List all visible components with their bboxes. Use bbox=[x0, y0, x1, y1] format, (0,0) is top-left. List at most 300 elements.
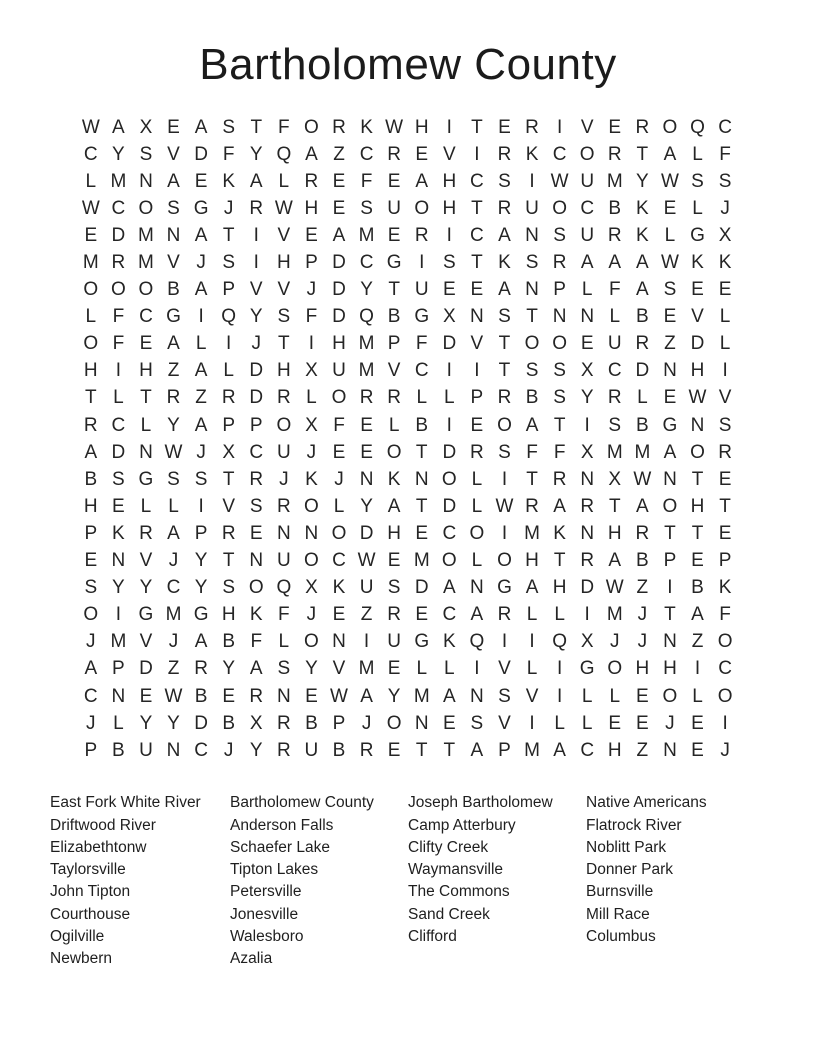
grid-cell-letter: Z bbox=[636, 739, 649, 761]
grid-cell-letter: J bbox=[637, 631, 648, 653]
grid-cell-letter: Y bbox=[194, 550, 208, 572]
grid-cell-letter: L bbox=[388, 414, 400, 436]
grid-cell-letter: J bbox=[251, 333, 261, 355]
grid-cell-letter: O bbox=[138, 279, 154, 301]
grid-cell-letter: E bbox=[442, 712, 456, 734]
grid-cell-letter: C bbox=[83, 143, 98, 165]
grid-cell-letter: C bbox=[470, 170, 484, 192]
grid-cell-letter: L bbox=[554, 712, 565, 734]
grid-cell-letter: B bbox=[608, 197, 622, 219]
grid-cell-letter: A bbox=[636, 495, 649, 517]
grid-cell-letter: D bbox=[442, 441, 457, 463]
word-search-grid bbox=[77, 114, 739, 764]
grid-cell-letter: O bbox=[717, 631, 733, 653]
grid-cell-letter: Q bbox=[221, 306, 237, 328]
grid-cell-letter: E bbox=[332, 170, 346, 192]
grid-cell-letter: N bbox=[663, 631, 677, 653]
grid-cell-letter: V bbox=[277, 224, 291, 246]
grid-cell-letter: R bbox=[221, 522, 236, 544]
grid-cell-letter: I bbox=[529, 712, 535, 734]
grid-cell-letter: M bbox=[413, 550, 430, 572]
grid-cell-letter: K bbox=[553, 522, 566, 544]
grid-cell-letter: T bbox=[471, 116, 483, 138]
grid-row bbox=[77, 385, 739, 412]
grid-cell-letter: J bbox=[334, 468, 344, 490]
grid-cell-letter: N bbox=[359, 468, 374, 490]
grid-cell-letter: B bbox=[636, 550, 649, 572]
grid-cell-letter: S bbox=[718, 414, 732, 436]
grid-cell-letter: E bbox=[332, 441, 346, 463]
grid-cell-letter: Y bbox=[139, 577, 153, 599]
grid-cell-letter: A bbox=[194, 360, 208, 382]
grid-cell-letter: O bbox=[83, 333, 99, 355]
grid-cell-letter: G bbox=[662, 414, 678, 436]
grid-cell-letter: N bbox=[470, 685, 484, 707]
grid-cell-letter: A bbox=[608, 252, 622, 274]
grid-cell-letter: R bbox=[525, 495, 539, 517]
grid-cell-letter: P bbox=[553, 279, 566, 301]
grid-cell-letter: U bbox=[607, 333, 622, 355]
grid-cell-letter: C bbox=[414, 360, 429, 382]
grid-cell-letter: K bbox=[249, 604, 263, 626]
grid-cell-letter: L bbox=[444, 658, 455, 680]
grid-cell-letter: Y bbox=[167, 414, 180, 436]
grid-cell-letter: W bbox=[633, 468, 652, 490]
grid-cell-letter: U bbox=[276, 441, 291, 463]
grid-cell-letter: S bbox=[139, 143, 153, 165]
grid-cell-letter: O bbox=[552, 197, 567, 219]
word-list-item: Jonesville bbox=[230, 905, 299, 923]
grid-cell-letter: R bbox=[276, 495, 291, 517]
grid-cell-letter: A bbox=[249, 658, 263, 680]
grid-cell-letter: A bbox=[167, 170, 180, 192]
word-list-item: Donner Park bbox=[586, 861, 674, 879]
grid-cell-letter: O bbox=[304, 631, 319, 653]
grid-cell-letter: R bbox=[552, 252, 567, 274]
grid-cell-letter: F bbox=[719, 143, 731, 165]
grid-cell-letter: Y bbox=[580, 387, 594, 409]
grid-cell-letter: J bbox=[361, 712, 372, 734]
grid-cell-letter: S bbox=[525, 360, 539, 382]
grid-cell-letter: R bbox=[249, 685, 264, 707]
grid-cell-letter: A bbox=[553, 739, 566, 761]
word-list-item: Walesboro bbox=[230, 928, 304, 946]
grid-cell-letter: Q bbox=[276, 143, 292, 165]
grid-cell-letter: W bbox=[385, 116, 404, 138]
grid-cell-letter: M bbox=[606, 441, 623, 463]
grid-cell-letter: M bbox=[358, 333, 375, 355]
grid-cell-letter: O bbox=[83, 279, 99, 301]
grid-cell-letter: I bbox=[198, 495, 204, 517]
grid-cell-letter: E bbox=[442, 279, 456, 301]
grid-row bbox=[77, 195, 739, 222]
grid-cell-letter: L bbox=[526, 604, 538, 626]
grid-cell-letter: Y bbox=[139, 712, 153, 734]
grid-cell-letter: U bbox=[359, 577, 374, 599]
grid-cell-letter: O bbox=[138, 197, 154, 219]
grid-cell-letter: X bbox=[580, 631, 594, 653]
grid-cell-letter: I bbox=[446, 360, 452, 382]
grid-cell-letter: L bbox=[664, 224, 676, 246]
grid-cell-letter: E bbox=[608, 712, 622, 734]
grid-cell-letter: F bbox=[278, 116, 290, 138]
grid-cell-letter: F bbox=[553, 441, 566, 463]
grid-cell-letter: P bbox=[663, 550, 677, 572]
grid-cell-letter: T bbox=[553, 550, 566, 572]
grid-cell-letter: K bbox=[636, 197, 649, 219]
grid-cell-letter: A bbox=[442, 577, 456, 599]
grid-cell-letter: O bbox=[248, 577, 264, 599]
grid-cell-letter: M bbox=[138, 224, 154, 246]
grid-cell-letter: E bbox=[691, 712, 704, 734]
grid-cell-letter: R bbox=[111, 252, 126, 274]
grid-cell-letter: F bbox=[360, 170, 373, 192]
grid-cell-letter: A bbox=[415, 170, 429, 192]
grid-cell-letter: D bbox=[194, 712, 208, 734]
grid-cell-letter: B bbox=[636, 306, 649, 328]
grid-cell-letter: S bbox=[249, 495, 263, 517]
grid-cell-letter: J bbox=[223, 739, 234, 761]
grid-cell-letter: V bbox=[139, 550, 153, 572]
grid-cell-letter: R bbox=[635, 116, 650, 138]
grid-cell-letter: P bbox=[498, 739, 511, 761]
grid-cell-letter: Z bbox=[691, 631, 704, 653]
grid-cell-letter: L bbox=[195, 333, 207, 355]
grid-cell-letter: T bbox=[664, 522, 676, 544]
grid-cell-letter: E bbox=[691, 739, 704, 761]
grid-cell-letter: L bbox=[168, 495, 179, 517]
grid-cell-letter: Y bbox=[387, 685, 401, 707]
word-list-item: Tipton Lakes bbox=[230, 861, 319, 879]
grid-cell-letter: N bbox=[525, 224, 539, 246]
word-list-item: Burnsville bbox=[586, 883, 654, 901]
grid-cell-letter: R bbox=[332, 116, 346, 138]
grid-cell-letter: Z bbox=[360, 604, 373, 626]
grid-cell-letter: A bbox=[194, 631, 208, 653]
grid-cell-letter: W bbox=[357, 550, 376, 572]
grid-cell-letter: L bbox=[609, 685, 621, 707]
grid-cell-letter: R bbox=[525, 116, 539, 138]
grid-cell-letter: T bbox=[250, 116, 263, 138]
grid-cell-letter: A bbox=[194, 224, 208, 246]
word-list-item: Courthouse bbox=[50, 905, 131, 923]
grid-cell-letter: I bbox=[198, 306, 204, 328]
grid-cell-letter: O bbox=[497, 550, 512, 572]
grid-cell-letter: H bbox=[442, 170, 457, 192]
grid-row bbox=[77, 439, 739, 466]
grid-cell-letter: N bbox=[663, 468, 677, 490]
grid-cell-letter: L bbox=[113, 387, 124, 409]
grid-cell-letter: R bbox=[580, 495, 595, 517]
grid-cell-letter: A bbox=[553, 495, 566, 517]
grid-cell-letter: A bbox=[84, 658, 98, 680]
grid-cell-letter: L bbox=[554, 604, 565, 626]
grid-cell-letter: V bbox=[498, 712, 511, 734]
grid-cell-letter: N bbox=[166, 224, 181, 246]
grid-cell-letter: J bbox=[306, 441, 317, 463]
grid-cell-letter: S bbox=[553, 387, 566, 409]
grid-cell-letter: Y bbox=[636, 170, 649, 192]
grid-cell-letter: U bbox=[580, 170, 595, 192]
grid-cell-letter: G bbox=[414, 631, 430, 653]
grid-cell-letter: X bbox=[608, 468, 622, 490]
grid-cell-letter: O bbox=[83, 604, 99, 626]
grid-cell-letter: U bbox=[525, 197, 539, 219]
grid-cell-letter: T bbox=[443, 739, 456, 761]
grid-cell-letter: L bbox=[637, 387, 648, 409]
grid-cell-letter: C bbox=[442, 522, 457, 544]
word-list-column bbox=[50, 792, 230, 970]
grid-cell-letter: V bbox=[277, 279, 291, 301]
grid-cell-letter: H bbox=[607, 739, 622, 761]
grid-cell-letter: O bbox=[607, 658, 623, 680]
grid-cell-letter: I bbox=[253, 252, 259, 274]
grid-cell-letter: L bbox=[416, 387, 428, 409]
grid-cell-letter: L bbox=[306, 387, 317, 409]
grid-cell-letter: F bbox=[608, 279, 621, 301]
grid-cell-letter: V bbox=[525, 685, 539, 707]
grid-cell-letter: E bbox=[663, 387, 677, 409]
grid-cell-letter: K bbox=[222, 170, 236, 192]
grid-cell-letter: K bbox=[525, 143, 539, 165]
word-list-item: Camp Atterbury bbox=[408, 816, 516, 834]
grid-row bbox=[77, 331, 739, 358]
grid-cell-letter: V bbox=[498, 658, 511, 680]
grid-row bbox=[77, 168, 739, 195]
grid-cell-letter: W bbox=[550, 170, 569, 192]
grid-cell-letter: H bbox=[276, 360, 291, 382]
grid-cell-letter: S bbox=[553, 360, 566, 382]
grid-row bbox=[77, 493, 739, 520]
grid-cell-letter: B bbox=[222, 631, 236, 653]
grid-cell-letter: A bbox=[167, 522, 180, 544]
grid-cell-letter: S bbox=[167, 468, 180, 490]
grid-row bbox=[77, 656, 739, 683]
grid-cell-letter: O bbox=[331, 387, 347, 409]
grid-cell-letter: H bbox=[414, 116, 429, 138]
grid-cell-letter: C bbox=[194, 739, 208, 761]
grid-cell-letter: N bbox=[166, 739, 181, 761]
grid-cell-letter: R bbox=[470, 441, 484, 463]
grid-cell-letter: J bbox=[665, 712, 675, 734]
grid-cell-letter: L bbox=[85, 306, 97, 328]
grid-cell-letter: E bbox=[718, 468, 732, 490]
grid-cell-letter: A bbox=[387, 495, 401, 517]
grid-cell-letter: U bbox=[387, 631, 402, 653]
grid-cell-letter: L bbox=[85, 170, 97, 192]
grid-cell-letter: J bbox=[720, 197, 730, 219]
grid-cell-letter: G bbox=[138, 468, 154, 490]
grid-cell-letter: M bbox=[634, 441, 651, 463]
word-list-item: Native Americans bbox=[586, 794, 707, 812]
grid-cell-letter: I bbox=[419, 252, 425, 274]
grid-cell-letter: O bbox=[386, 441, 402, 463]
grid-cell-letter: O bbox=[579, 143, 595, 165]
grid-cell-letter: Y bbox=[249, 739, 263, 761]
grid-cell-letter: E bbox=[139, 333, 153, 355]
grid-cell-letter: M bbox=[165, 604, 182, 626]
grid-cell-letter: R bbox=[166, 387, 181, 409]
grid-cell-letter: S bbox=[498, 170, 511, 192]
grid-cell-letter: H bbox=[276, 252, 291, 274]
grid-cell-letter: Z bbox=[195, 387, 207, 409]
word-list-item: Schaefer Lake bbox=[230, 838, 330, 856]
grid-cell-letter: Q bbox=[690, 116, 705, 138]
grid-cell-letter: G bbox=[579, 658, 595, 680]
grid-cell-letter: T bbox=[608, 495, 621, 517]
grid-cell-letter: I bbox=[446, 414, 452, 436]
grid-cell-letter: I bbox=[556, 685, 563, 707]
grid-cell-letter: D bbox=[249, 387, 264, 409]
word-list-item: Columbus bbox=[586, 928, 656, 946]
grid-cell-letter: S bbox=[112, 468, 125, 490]
grid-cell-letter: O bbox=[304, 116, 319, 138]
word-list-item: The Commons bbox=[408, 883, 510, 901]
grid-cell-letter: S bbox=[387, 577, 401, 599]
grid-cell-letter: C bbox=[607, 360, 622, 382]
grid-cell-letter: M bbox=[358, 658, 375, 680]
word-list-item: East Fork White River bbox=[50, 794, 201, 812]
grid-cell-letter: A bbox=[608, 550, 622, 572]
grid-cell-letter: T bbox=[719, 495, 731, 517]
grid-cell-letter: T bbox=[636, 143, 649, 165]
grid-cell-letter: L bbox=[719, 306, 731, 328]
grid-cell-letter: V bbox=[222, 495, 236, 517]
grid-cell-letter: E bbox=[387, 550, 401, 572]
grid-cell-letter: P bbox=[387, 333, 401, 355]
grid-cell-letter: P bbox=[305, 252, 318, 274]
grid-cell-letter: R bbox=[249, 468, 264, 490]
grid-cell-letter: L bbox=[692, 685, 703, 707]
grid-cell-letter: C bbox=[359, 252, 374, 274]
grid-cell-letter: U bbox=[304, 739, 319, 761]
grid-cell-letter: L bbox=[471, 550, 483, 572]
grid-cell-letter: S bbox=[222, 252, 236, 274]
grid-cell-letter: R bbox=[139, 522, 153, 544]
grid-cell-letter: L bbox=[609, 306, 621, 328]
grid-cell-letter: R bbox=[359, 739, 374, 761]
grid-cell-letter: K bbox=[718, 252, 732, 274]
word-list-item: Newbern bbox=[50, 950, 113, 968]
grid-cell-letter: N bbox=[276, 685, 291, 707]
grid-cell-letter: D bbox=[442, 333, 457, 355]
grid-cell-letter: E bbox=[84, 550, 98, 572]
grid-cell-letter: R bbox=[497, 387, 512, 409]
grid-cell-letter: H bbox=[552, 577, 567, 599]
grid-cell-letter: J bbox=[306, 604, 317, 626]
grid-cell-letter: D bbox=[442, 495, 457, 517]
grid-cell-letter: R bbox=[387, 143, 402, 165]
grid-cell-letter: L bbox=[471, 468, 483, 490]
grid-cell-letter: A bbox=[525, 414, 539, 436]
grid-cell-letter: A bbox=[84, 441, 98, 463]
grid-cell-letter: H bbox=[690, 360, 705, 382]
grid-cell-letter: K bbox=[636, 224, 649, 246]
grid-cell-letter: M bbox=[110, 170, 127, 192]
grid-cell-letter: U bbox=[580, 224, 595, 246]
grid-cell-letter: J bbox=[223, 197, 234, 219]
grid-cell-letter: K bbox=[112, 522, 125, 544]
grid-cell-letter: Y bbox=[360, 279, 373, 301]
grid-cell-letter: C bbox=[139, 306, 153, 328]
grid-cell-letter: R bbox=[497, 604, 512, 626]
grid-cell-letter: E bbox=[305, 224, 318, 246]
grid-cell-letter: O bbox=[717, 685, 733, 707]
grid-cell-letter: A bbox=[194, 116, 208, 138]
grid-cell-letter: M bbox=[413, 685, 430, 707]
grid-cell-letter: J bbox=[168, 550, 179, 572]
grid-cell-letter: S bbox=[498, 441, 511, 463]
grid-cell-letter: R bbox=[304, 170, 319, 192]
grid-cell-letter: G bbox=[193, 604, 209, 626]
grid-cell-letter: M bbox=[606, 170, 623, 192]
grid-cell-letter: X bbox=[305, 414, 318, 436]
word-list-item: Petersville bbox=[230, 883, 302, 901]
grid-cell-letter: Q bbox=[469, 631, 485, 653]
word-list-item: Mill Race bbox=[586, 905, 650, 923]
grid-cell-letter: A bbox=[194, 279, 208, 301]
grid-cell-letter: I bbox=[253, 224, 259, 246]
grid-cell-letter: K bbox=[718, 577, 732, 599]
word-list-item: Elizabethtonw bbox=[50, 838, 147, 856]
grid-cell-letter: B bbox=[84, 468, 98, 490]
grid-cell-letter: E bbox=[470, 279, 484, 301]
word-list-item: Flatrock River bbox=[586, 816, 682, 834]
grid-row bbox=[77, 277, 739, 304]
grid-cell-letter: C bbox=[718, 658, 732, 680]
grid-cell-letter: C bbox=[111, 414, 126, 436]
grid-cell-letter: D bbox=[111, 441, 126, 463]
grid-cell-letter: R bbox=[359, 387, 374, 409]
grid-cell-letter: G bbox=[690, 224, 705, 246]
grid-cell-letter: E bbox=[718, 522, 732, 544]
grid-cell-letter: W bbox=[274, 197, 293, 219]
grid-cell-letter: B bbox=[387, 306, 401, 328]
grid-cell-letter: G bbox=[166, 306, 181, 328]
grid-row bbox=[77, 466, 739, 493]
grid-cell-letter: T bbox=[664, 604, 676, 626]
grid-cell-letter: A bbox=[360, 685, 373, 707]
grid-cell-letter: A bbox=[691, 604, 704, 626]
grid-cell-letter: H bbox=[525, 550, 539, 572]
word-list-item: Clifty Creek bbox=[408, 838, 489, 856]
grid-cell-letter: I bbox=[722, 712, 728, 734]
grid-cell-letter: V bbox=[332, 658, 346, 680]
grid-cell-letter: H bbox=[387, 522, 402, 544]
grid-cell-letter: P bbox=[222, 414, 236, 436]
grid-cell-letter: L bbox=[581, 279, 593, 301]
grid-cell-letter: L bbox=[223, 360, 234, 382]
grid-cell-letter: N bbox=[111, 550, 126, 572]
grid-cell-letter: E bbox=[387, 739, 401, 761]
grid-cell-letter: W bbox=[81, 116, 100, 138]
word-list-column bbox=[586, 792, 766, 970]
grid-cell-letter: D bbox=[690, 333, 705, 355]
grid-cell-letter: E bbox=[415, 143, 429, 165]
grid-cell-letter: B bbox=[305, 712, 318, 734]
grid-row bbox=[77, 575, 739, 602]
grid-row bbox=[77, 629, 739, 656]
word-list-column bbox=[230, 792, 408, 970]
grid-cell-letter: J bbox=[196, 441, 206, 463]
grid-cell-letter: F bbox=[333, 414, 345, 436]
grid-cell-letter: D bbox=[194, 143, 208, 165]
grid-cell-letter: D bbox=[635, 360, 650, 382]
word-list-item: Bartholomew County bbox=[230, 794, 374, 812]
grid-cell-letter: R bbox=[414, 224, 429, 246]
grid-cell-letter: K bbox=[305, 468, 318, 490]
grid-cell-letter: O bbox=[469, 522, 485, 544]
